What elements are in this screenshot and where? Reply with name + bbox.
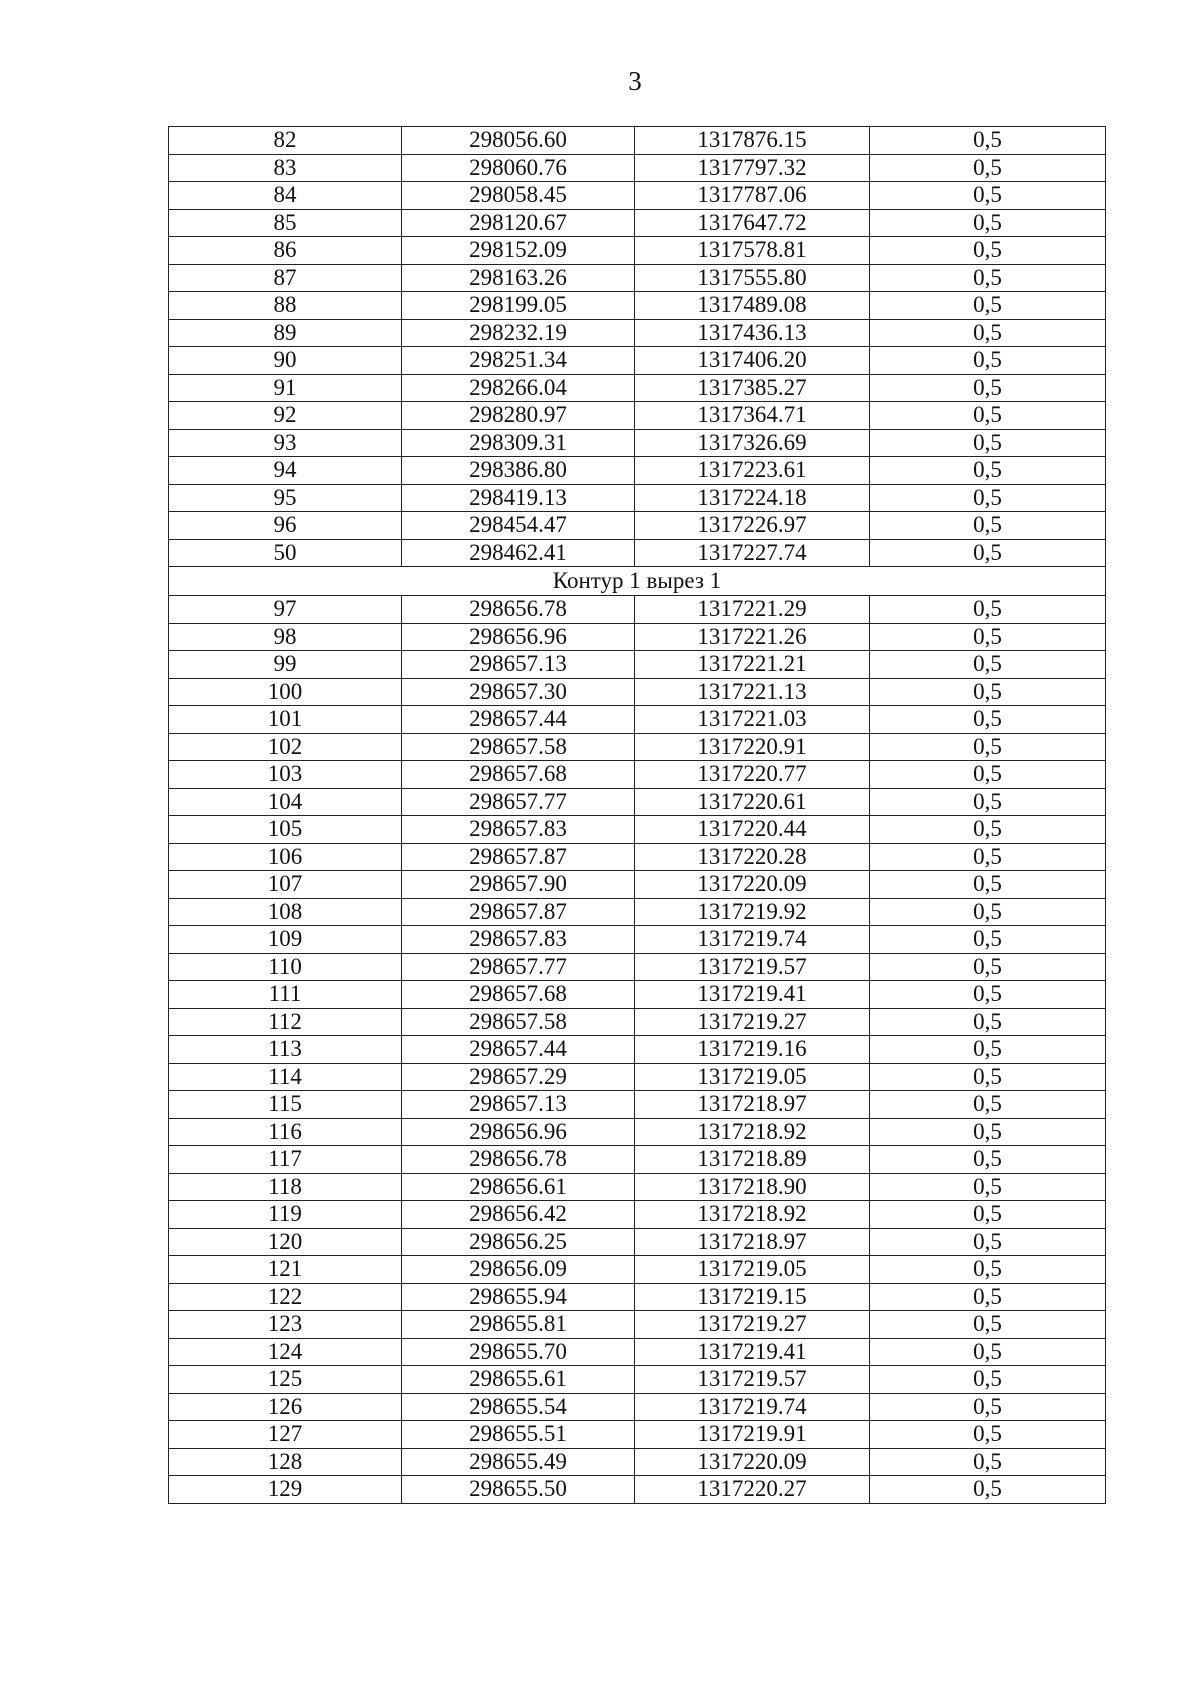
- accuracy-cell: 0,5: [870, 374, 1106, 402]
- y-coordinate-cell: 1317218.97: [635, 1091, 870, 1119]
- x-coordinate-cell: 298120.67: [402, 209, 635, 237]
- y-coordinate-cell: 1317578.81: [635, 237, 870, 265]
- point-number-cell: 93: [169, 429, 402, 457]
- y-coordinate-cell: 1317364.71: [635, 402, 870, 430]
- accuracy-cell: 0,5: [870, 1311, 1106, 1339]
- accuracy-cell: 0,5: [870, 539, 1106, 567]
- point-number-cell: 111: [169, 981, 402, 1009]
- x-coordinate-cell: 298657.83: [402, 926, 635, 954]
- y-coordinate-cell: 1317219.05: [635, 1256, 870, 1284]
- point-number-cell: 50: [169, 539, 402, 567]
- accuracy-cell: 0,5: [870, 1201, 1106, 1229]
- table-row: [169, 733, 1106, 761]
- y-coordinate-cell: 1317218.92: [635, 1201, 870, 1229]
- y-coordinate-cell: 1317220.61: [635, 788, 870, 816]
- point-number-cell: 129: [169, 1476, 402, 1504]
- x-coordinate-cell: 298058.45: [402, 182, 635, 210]
- point-number-cell: 105: [169, 816, 402, 844]
- table-row: [169, 512, 1106, 540]
- page-number: 3: [628, 66, 642, 96]
- point-number-cell: 88: [169, 292, 402, 320]
- point-number-cell: 116: [169, 1118, 402, 1146]
- y-coordinate-cell: 1317220.44: [635, 816, 870, 844]
- point-number-cell: 87: [169, 264, 402, 292]
- accuracy-cell: 0,5: [870, 926, 1106, 954]
- accuracy-cell: 0,5: [870, 1063, 1106, 1091]
- table-row: [169, 237, 1106, 265]
- point-number-cell: 114: [169, 1063, 402, 1091]
- y-coordinate-cell: 1317219.57: [635, 953, 870, 981]
- y-coordinate-cell: 1317787.06: [635, 182, 870, 210]
- accuracy-cell: 0,5: [870, 237, 1106, 265]
- x-coordinate-cell: 298655.49: [402, 1448, 635, 1476]
- x-coordinate-cell: 298657.30: [402, 678, 635, 706]
- point-number-cell: 118: [169, 1173, 402, 1201]
- accuracy-cell: 0,5: [870, 898, 1106, 926]
- table-row: [169, 1448, 1106, 1476]
- table-row: [169, 1146, 1106, 1174]
- x-coordinate-cell: 298656.61: [402, 1173, 635, 1201]
- table-row: [169, 816, 1106, 844]
- table-row: [169, 1036, 1106, 1064]
- x-coordinate-cell: 298280.97: [402, 402, 635, 430]
- x-coordinate-cell: 298655.61: [402, 1366, 635, 1394]
- point-number-cell: 97: [169, 596, 402, 624]
- y-coordinate-cell: 1317219.57: [635, 1366, 870, 1394]
- table-row: [169, 623, 1106, 651]
- table-row: [169, 651, 1106, 679]
- x-coordinate-cell: 298657.68: [402, 981, 635, 1009]
- table-row: [169, 1283, 1106, 1311]
- x-coordinate-cell: 298657.13: [402, 1091, 635, 1119]
- table-row: [169, 871, 1106, 899]
- y-coordinate-cell: 1317219.74: [635, 1393, 870, 1421]
- point-number-cell: 96: [169, 512, 402, 540]
- y-coordinate-cell: 1317219.27: [635, 1008, 870, 1036]
- accuracy-cell: 0,5: [870, 402, 1106, 430]
- table-row: [169, 484, 1106, 512]
- table-row: [169, 953, 1106, 981]
- point-number-cell: 124: [169, 1338, 402, 1366]
- y-coordinate-cell: 1317219.05: [635, 1063, 870, 1091]
- table-row: [169, 1091, 1106, 1119]
- table-row: [169, 596, 1106, 624]
- point-number-cell: 120: [169, 1228, 402, 1256]
- y-coordinate-cell: 1317219.16: [635, 1036, 870, 1064]
- x-coordinate-cell: 298657.58: [402, 1008, 635, 1036]
- table-row: [169, 1063, 1106, 1091]
- accuracy-cell: 0,5: [870, 1118, 1106, 1146]
- coordinates-table: [168, 126, 1106, 1504]
- x-coordinate-cell: 298232.19: [402, 319, 635, 347]
- point-number-cell: 90: [169, 347, 402, 375]
- accuracy-cell: 0,5: [870, 1036, 1106, 1064]
- table-row: [169, 1173, 1106, 1201]
- point-number-cell: 100: [169, 678, 402, 706]
- table-row: [169, 678, 1106, 706]
- table-row: [169, 429, 1106, 457]
- accuracy-cell: 0,5: [870, 182, 1106, 210]
- point-number-cell: 83: [169, 154, 402, 182]
- accuracy-cell: 0,5: [870, 623, 1106, 651]
- point-number-cell: 107: [169, 871, 402, 899]
- accuracy-cell: 0,5: [870, 1366, 1106, 1394]
- table-row: [169, 292, 1106, 320]
- point-number-cell: 104: [169, 788, 402, 816]
- x-coordinate-cell: 298655.51: [402, 1421, 635, 1449]
- x-coordinate-cell: 298454.47: [402, 512, 635, 540]
- table-row: [169, 154, 1106, 182]
- x-coordinate-cell: 298060.76: [402, 154, 635, 182]
- y-coordinate-cell: 1317436.13: [635, 319, 870, 347]
- y-coordinate-cell: 1317220.27: [635, 1476, 870, 1504]
- y-coordinate-cell: 1317797.32: [635, 154, 870, 182]
- accuracy-cell: 0,5: [870, 1476, 1106, 1504]
- x-coordinate-cell: 298462.41: [402, 539, 635, 567]
- accuracy-cell: 0,5: [870, 264, 1106, 292]
- x-coordinate-cell: 298656.25: [402, 1228, 635, 1256]
- accuracy-cell: 0,5: [870, 596, 1106, 624]
- y-coordinate-cell: 1317219.91: [635, 1421, 870, 1449]
- table-row: [169, 539, 1106, 567]
- y-coordinate-cell: 1317227.74: [635, 539, 870, 567]
- point-number-cell: 110: [169, 953, 402, 981]
- table-row: [169, 981, 1106, 1009]
- accuracy-cell: 0,5: [870, 981, 1106, 1009]
- accuracy-cell: 0,5: [870, 706, 1106, 734]
- x-coordinate-cell: 298657.58: [402, 733, 635, 761]
- table-row: [169, 1476, 1106, 1504]
- y-coordinate-cell: 1317223.61: [635, 457, 870, 485]
- x-coordinate-cell: 298657.77: [402, 953, 635, 981]
- accuracy-cell: 0,5: [870, 1173, 1106, 1201]
- point-number-cell: 113: [169, 1036, 402, 1064]
- table-row: [169, 264, 1106, 292]
- point-number-cell: 98: [169, 623, 402, 651]
- y-coordinate-cell: 1317218.97: [635, 1228, 870, 1256]
- y-coordinate-cell: 1317218.89: [635, 1146, 870, 1174]
- accuracy-cell: 0,5: [870, 1421, 1106, 1449]
- x-coordinate-cell: 298655.50: [402, 1476, 635, 1504]
- y-coordinate-cell: 1317221.29: [635, 596, 870, 624]
- x-coordinate-cell: 298655.94: [402, 1283, 635, 1311]
- table-row: [169, 127, 1106, 155]
- table-row: [169, 1256, 1106, 1284]
- x-coordinate-cell: 298266.04: [402, 374, 635, 402]
- x-coordinate-cell: 298657.13: [402, 651, 635, 679]
- accuracy-cell: 0,5: [870, 1283, 1106, 1311]
- x-coordinate-cell: 298656.96: [402, 1118, 635, 1146]
- x-coordinate-cell: 298251.34: [402, 347, 635, 375]
- x-coordinate-cell: 298657.68: [402, 761, 635, 789]
- accuracy-cell: 0,5: [870, 292, 1106, 320]
- accuracy-cell: 0,5: [870, 788, 1106, 816]
- y-coordinate-cell: 1317385.27: [635, 374, 870, 402]
- x-coordinate-cell: 298656.96: [402, 623, 635, 651]
- point-number-cell: 91: [169, 374, 402, 402]
- point-number-cell: 112: [169, 1008, 402, 1036]
- point-number-cell: 102: [169, 733, 402, 761]
- y-coordinate-cell: 1317406.20: [635, 347, 870, 375]
- table-row: [169, 1366, 1106, 1394]
- point-number-cell: 82: [169, 127, 402, 155]
- y-coordinate-cell: 1317219.92: [635, 898, 870, 926]
- x-coordinate-cell: 298655.81: [402, 1311, 635, 1339]
- y-coordinate-cell: 1317221.21: [635, 651, 870, 679]
- point-number-cell: 85: [169, 209, 402, 237]
- accuracy-cell: 0,5: [870, 761, 1106, 789]
- point-number-cell: 123: [169, 1311, 402, 1339]
- point-number-cell: 127: [169, 1421, 402, 1449]
- x-coordinate-cell: 298419.13: [402, 484, 635, 512]
- y-coordinate-cell: 1317876.15: [635, 127, 870, 155]
- point-number-cell: 94: [169, 457, 402, 485]
- x-coordinate-cell: 298657.44: [402, 1036, 635, 1064]
- y-coordinate-cell: 1317220.91: [635, 733, 870, 761]
- x-coordinate-cell: 298386.80: [402, 457, 635, 485]
- y-coordinate-cell: 1317219.41: [635, 981, 870, 1009]
- point-number-cell: 92: [169, 402, 402, 430]
- point-number-cell: 128: [169, 1448, 402, 1476]
- x-coordinate-cell: 298657.29: [402, 1063, 635, 1091]
- point-number-cell: 84: [169, 182, 402, 210]
- y-coordinate-cell: 1317219.27: [635, 1311, 870, 1339]
- x-coordinate-cell: 298309.31: [402, 429, 635, 457]
- accuracy-cell: 0,5: [870, 512, 1106, 540]
- accuracy-cell: 0,5: [870, 1008, 1106, 1036]
- table-row: [169, 402, 1106, 430]
- table-row: [169, 1228, 1106, 1256]
- table-row: [169, 706, 1106, 734]
- table-row: [169, 1118, 1106, 1146]
- accuracy-cell: 0,5: [870, 953, 1106, 981]
- table-row: [169, 761, 1106, 789]
- accuracy-cell: 0,5: [870, 484, 1106, 512]
- table-row: [169, 898, 1106, 926]
- accuracy-cell: 0,5: [870, 1146, 1106, 1174]
- table-row: [169, 1311, 1106, 1339]
- y-coordinate-cell: 1317555.80: [635, 264, 870, 292]
- y-coordinate-cell: 1317219.15: [635, 1283, 870, 1311]
- table-row: [169, 374, 1106, 402]
- y-coordinate-cell: 1317326.69: [635, 429, 870, 457]
- coordinates-table-body: [169, 127, 1106, 1504]
- table-row: [169, 319, 1106, 347]
- table-row: [169, 1421, 1106, 1449]
- y-coordinate-cell: 1317221.13: [635, 678, 870, 706]
- accuracy-cell: 0,5: [870, 1256, 1106, 1284]
- y-coordinate-cell: 1317220.09: [635, 1448, 870, 1476]
- y-coordinate-cell: 1317647.72: [635, 209, 870, 237]
- point-number-cell: 117: [169, 1146, 402, 1174]
- x-coordinate-cell: 298056.60: [402, 127, 635, 155]
- x-coordinate-cell: 298656.09: [402, 1256, 635, 1284]
- y-coordinate-cell: 1317489.08: [635, 292, 870, 320]
- table-row: [169, 1008, 1106, 1036]
- x-coordinate-cell: 298657.87: [402, 843, 635, 871]
- accuracy-cell: 0,5: [870, 871, 1106, 899]
- accuracy-cell: 0,5: [870, 1393, 1106, 1421]
- x-coordinate-cell: 298657.44: [402, 706, 635, 734]
- x-coordinate-cell: 298656.78: [402, 596, 635, 624]
- x-coordinate-cell: 298152.09: [402, 237, 635, 265]
- accuracy-cell: 0,5: [870, 1091, 1106, 1119]
- y-coordinate-cell: 1317219.41: [635, 1338, 870, 1366]
- accuracy-cell: 0,5: [870, 457, 1106, 485]
- point-number-cell: 99: [169, 651, 402, 679]
- accuracy-cell: 0,5: [870, 319, 1106, 347]
- table-row: [169, 347, 1106, 375]
- table-row: [169, 926, 1106, 954]
- point-number-cell: 95: [169, 484, 402, 512]
- point-number-cell: 108: [169, 898, 402, 926]
- x-coordinate-cell: 298657.83: [402, 816, 635, 844]
- point-number-cell: 121: [169, 1256, 402, 1284]
- point-number-cell: 119: [169, 1201, 402, 1229]
- y-coordinate-cell: 1317218.90: [635, 1173, 870, 1201]
- x-coordinate-cell: 298657.77: [402, 788, 635, 816]
- y-coordinate-cell: 1317219.74: [635, 926, 870, 954]
- section-heading-row: [169, 567, 1106, 596]
- accuracy-cell: 0,5: [870, 429, 1106, 457]
- accuracy-cell: 0,5: [870, 651, 1106, 679]
- table-row: [169, 1338, 1106, 1366]
- table-row: [169, 182, 1106, 210]
- point-number-cell: 115: [169, 1091, 402, 1119]
- table-row: [169, 457, 1106, 485]
- point-number-cell: 125: [169, 1366, 402, 1394]
- accuracy-cell: 0,5: [870, 154, 1106, 182]
- y-coordinate-cell: 1317221.26: [635, 623, 870, 651]
- accuracy-cell: 0,5: [870, 347, 1106, 375]
- accuracy-cell: 0,5: [870, 843, 1106, 871]
- y-coordinate-cell: 1317221.03: [635, 706, 870, 734]
- accuracy-cell: 0,5: [870, 733, 1106, 761]
- accuracy-cell: 0,5: [870, 816, 1106, 844]
- accuracy-cell: 0,5: [870, 678, 1106, 706]
- accuracy-cell: 0,5: [870, 127, 1106, 155]
- point-number-cell: 89: [169, 319, 402, 347]
- table-row: [169, 209, 1106, 237]
- table-row: [169, 788, 1106, 816]
- y-coordinate-cell: 1317220.77: [635, 761, 870, 789]
- y-coordinate-cell: 1317220.09: [635, 871, 870, 899]
- point-number-cell: 106: [169, 843, 402, 871]
- point-number-cell: 126: [169, 1393, 402, 1421]
- x-coordinate-cell: 298656.42: [402, 1201, 635, 1229]
- table-row: [169, 1393, 1106, 1421]
- point-number-cell: 109: [169, 926, 402, 954]
- y-coordinate-cell: 1317224.18: [635, 484, 870, 512]
- x-coordinate-cell: 298655.70: [402, 1338, 635, 1366]
- point-number-cell: 122: [169, 1283, 402, 1311]
- point-number-cell: 86: [169, 237, 402, 265]
- point-number-cell: 103: [169, 761, 402, 789]
- accuracy-cell: 0,5: [870, 1228, 1106, 1256]
- x-coordinate-cell: 298163.26: [402, 264, 635, 292]
- x-coordinate-cell: 298657.90: [402, 871, 635, 899]
- x-coordinate-cell: 298199.05: [402, 292, 635, 320]
- section-heading: Контур 1 вырез 1: [169, 567, 1106, 596]
- table-row: [169, 843, 1106, 871]
- y-coordinate-cell: 1317220.28: [635, 843, 870, 871]
- point-number-cell: 101: [169, 706, 402, 734]
- accuracy-cell: 0,5: [870, 1448, 1106, 1476]
- x-coordinate-cell: 298656.78: [402, 1146, 635, 1174]
- x-coordinate-cell: 298657.87: [402, 898, 635, 926]
- accuracy-cell: 0,5: [870, 209, 1106, 237]
- table-row: [169, 1201, 1106, 1229]
- y-coordinate-cell: 1317218.92: [635, 1118, 870, 1146]
- y-coordinate-cell: 1317226.97: [635, 512, 870, 540]
- x-coordinate-cell: 298655.54: [402, 1393, 635, 1421]
- accuracy-cell: 0,5: [870, 1338, 1106, 1366]
